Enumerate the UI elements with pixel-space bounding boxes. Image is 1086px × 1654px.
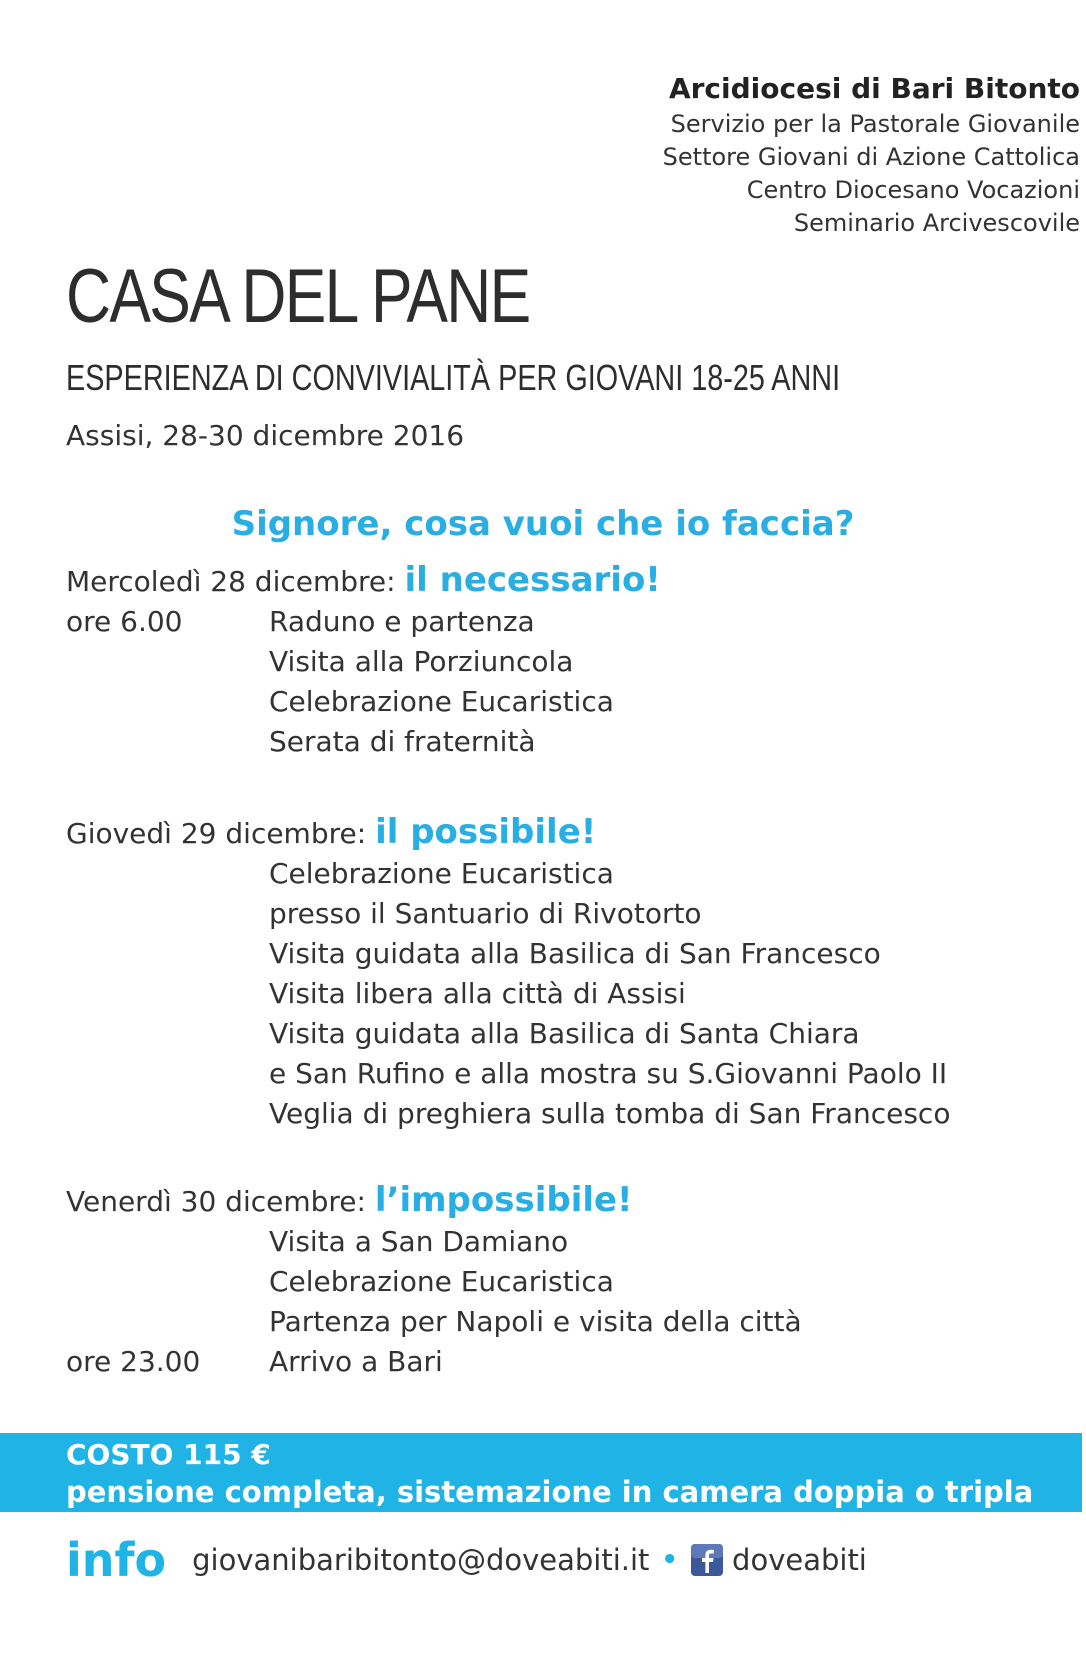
day-heading (66, 1180, 1076, 1222)
schedule-activity: Partenza per Napoli e visita della città (269, 1305, 802, 1338)
schedule-activity: Visita alla Porziuncola (269, 645, 574, 678)
facebook-icon (690, 1543, 724, 1577)
day-heading (66, 560, 1076, 602)
event-title: CASA DEL PANE (66, 254, 530, 339)
organization-line: Centro Diocesano Vocazioni (746, 176, 1080, 204)
schedule-time (66, 1222, 269, 1262)
event-motto: Signore, cosa vuoi che io faccia? (231, 504, 855, 544)
cost-description: pensione completa, sistemazione in camera doppia o tripla (66, 1475, 1034, 1509)
schedule-time (66, 974, 269, 1014)
schedule-row (66, 1222, 1076, 1262)
schedule-row (66, 722, 1076, 762)
organization-line: Seminario Arcivescovile (793, 209, 1080, 237)
schedule-time (66, 682, 269, 722)
schedule-time (66, 894, 269, 934)
schedule-activity: Celebrazione Eucaristica (269, 857, 614, 890)
schedule-row (66, 682, 1076, 722)
event-subtitle: ESPERIENZA DI CONVIVIALITÀ PER GIOVANI 18-25 ANNI (66, 357, 841, 398)
schedule-time (66, 1014, 269, 1054)
schedule-time: ore 6.00 (66, 605, 183, 638)
schedule-row (66, 894, 1076, 934)
schedule-row (66, 642, 1076, 682)
schedule-row (66, 934, 1076, 974)
info-bar (66, 1530, 867, 1590)
day-theme: l’impossibile! (374, 1180, 633, 1220)
schedule-activity: Serata di fraternità (269, 725, 536, 758)
schedule-activity: Celebrazione Eucaristica (269, 685, 614, 718)
schedule-time (66, 854, 269, 894)
schedule-row (66, 1054, 1076, 1094)
schedule-activity: Visita a San Damiano (269, 1225, 569, 1258)
schedule-activity: Raduno e partenza (269, 605, 535, 638)
schedule-row (66, 974, 1076, 1014)
day-schedule-3 (66, 1180, 1076, 1382)
schedule-time (66, 1302, 269, 1342)
schedule-time (66, 722, 269, 762)
schedule-activity: Arrivo a Bari (269, 1345, 443, 1378)
event-place-date: Assisi, 28-30 dicembre 2016 (66, 419, 465, 452)
separator-dot: • (661, 1545, 679, 1575)
schedule-row (66, 1014, 1076, 1054)
info-label: info (66, 1533, 167, 1587)
schedule-time (66, 642, 269, 682)
schedule-activity: e San Rufino e alla mostra su S.Giovanni Paolo II (269, 1057, 948, 1090)
schedule-row (66, 1262, 1076, 1302)
organization-line: Settore Giovani di Azione Cattolica (662, 143, 1080, 171)
schedule-activity: Visita libera alla città di Assisi (269, 977, 686, 1010)
organization-header (663, 70, 1080, 240)
schedule-time (66, 1054, 269, 1094)
day-schedule-2 (66, 812, 1076, 1134)
organization-name: Arcidiocesi di Bari Bitonto (668, 72, 1080, 105)
organization-line: Servizio per la Pastorale Giovanile (670, 110, 1080, 138)
schedule-row (66, 602, 1076, 642)
schedule-activity: presso il Santuario di Rivotorto (269, 897, 702, 930)
schedule-time (66, 1094, 269, 1134)
day-theme: il necessario! (404, 560, 661, 600)
day-theme: il possibile! (375, 812, 597, 852)
schedule-activity: Celebrazione Eucaristica (269, 1265, 614, 1298)
schedule-row (66, 1094, 1076, 1134)
schedule-row (66, 1302, 1076, 1342)
cost-title: COSTO 115 € (66, 1438, 271, 1471)
cost-banner (0, 1433, 1082, 1512)
day-date: Mercoledì 28 dicembre: (66, 565, 396, 598)
schedule-activity: Veglia di preghiera sulla tomba di San Francesco (269, 1097, 951, 1130)
day-heading (66, 812, 1076, 854)
schedule-activity: Visita guidata alla Basilica di San Francesco (269, 937, 881, 970)
day-date: Venerdì 30 dicembre: (66, 1185, 366, 1218)
schedule-activity: Visita guidata alla Basilica di Santa Chiara (269, 1017, 860, 1050)
schedule-time (66, 1262, 269, 1302)
day-date: Giovedì 29 dicembre: (66, 817, 367, 850)
schedule-row (66, 1342, 1076, 1382)
schedule-time: ore 23.00 (66, 1345, 201, 1378)
contact-email-link[interactable]: giovanibaribitonto@doveabiti.it (192, 1543, 650, 1577)
day-schedule-1 (66, 560, 1076, 762)
schedule-time (66, 934, 269, 974)
facebook-page-link[interactable]: doveabiti (732, 1543, 867, 1577)
schedule-row (66, 854, 1076, 894)
